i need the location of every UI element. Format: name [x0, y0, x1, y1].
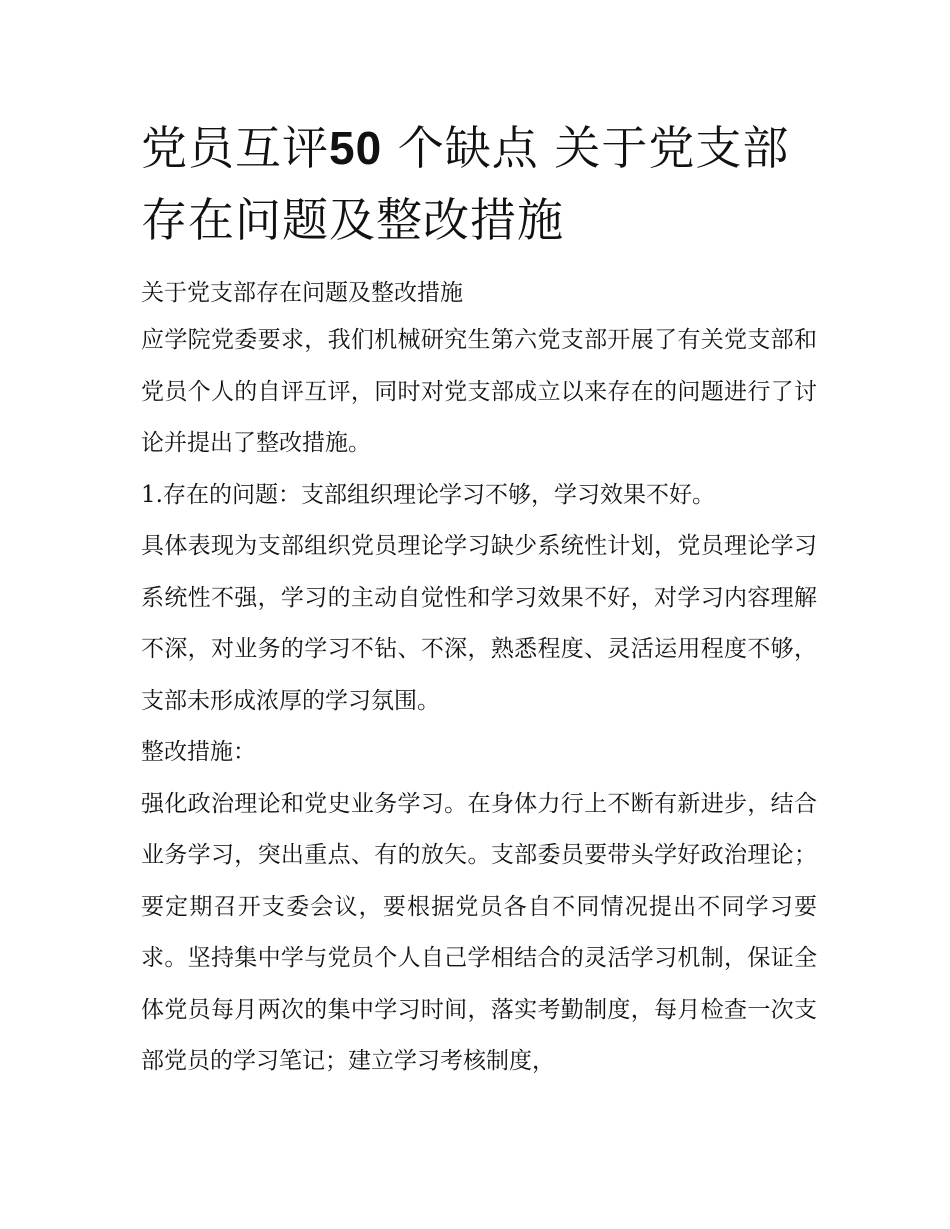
document-title — [141, 112, 817, 256]
paragraph-intro: 应学院党委要求，我们机械研究生第六党支部开展了有关党支部和党员个人的自评互评，同时对党支部成立以来存在的问题进行了讨论并提出了整改措施。 — [141, 327, 817, 456]
paragraph-problem-heading: 1.存在的问题：支部组织理论学习不够，学习效果不好。 — [141, 481, 715, 508]
title-text-after-number: 个缺点 关于党支部存在问题及整改措施 — [141, 121, 790, 247]
document-subtitle: 关于党支部存在问题及整改措施 — [141, 280, 463, 306]
paragraph-measures-detail: 强化政治理论和党史业务学习。在身体力行上不断有新进步，结合业务学习，突出重点、有的放矢。支部委员要带头学好政治理论；要定期召开支委会议，要根据党员各自不同情况提出不同学习要求。坚持集中学与党员个人自己学相结合的灵活学习机制，保证全体党员每月两次的集中学习时间，落实考勤制度，每月检查一次支部党员的学习笔记；建立学习考核制度， — [141, 790, 817, 1074]
title-number: 50 — [329, 122, 383, 174]
paragraph-measures-heading: 整改措施： — [141, 739, 256, 765]
document-page — [141, 112, 817, 1088]
title-text-before-number: 党员互评 — [141, 121, 329, 175]
paragraph-problem-detail: 具体表现为支部组织党员理论学习缺少系统性计划，党员理论学习系统性不强，学习的主动自觉性和学习效果不好，对学习内容理解不深，对业务的学习不钻、不深，熟悉程度、灵活运用程度不够，支部未形成浓厚的学习氛围。 — [141, 533, 817, 714]
